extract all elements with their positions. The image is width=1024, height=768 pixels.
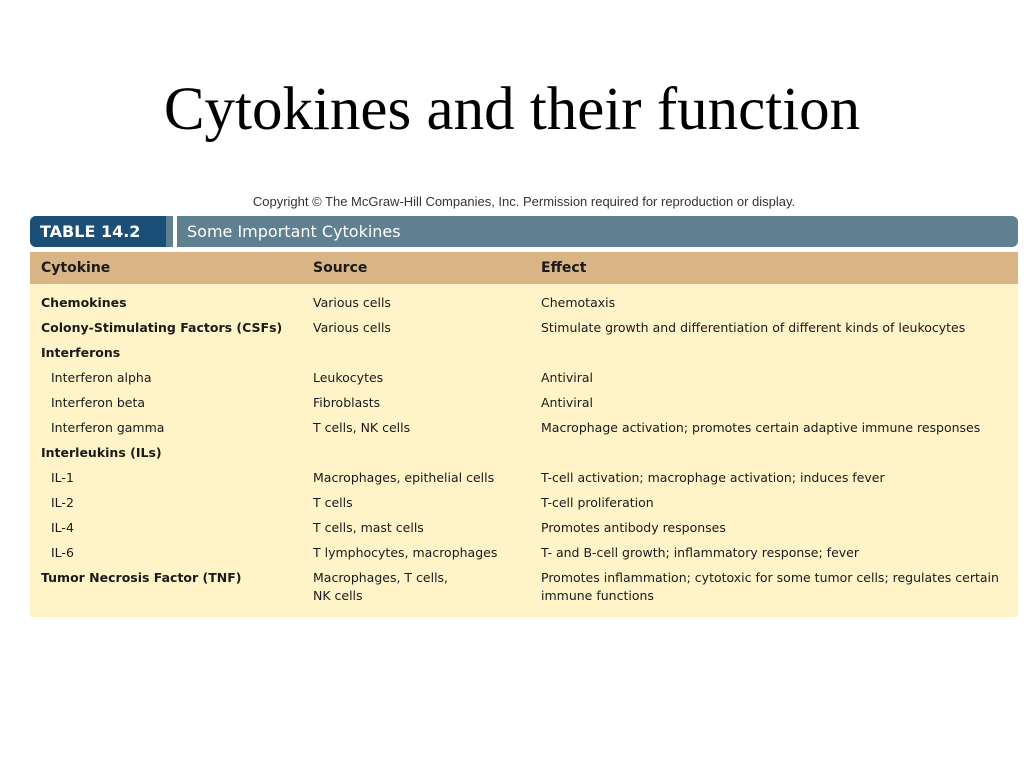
- cytokine-cell: Interferon gamma: [51, 420, 165, 435]
- cytokine-table: [30, 216, 1018, 617]
- effect-cell: Promotes inflammation; cytotoxic for some tumor cells; regulates certain immune functions: [541, 570, 999, 603]
- cytokine-cell: IL-2: [51, 495, 74, 510]
- source-cell: Various cells: [313, 320, 391, 335]
- table-row: [30, 516, 1018, 541]
- table-row: [30, 541, 1018, 566]
- source-cell: Various cells: [313, 295, 391, 310]
- table-row: [30, 491, 1018, 516]
- column-header-cytokine: Cytokine: [41, 260, 111, 276]
- effect-cell: T-cell proliferation: [541, 495, 654, 510]
- column-header-effect: Effect: [541, 260, 587, 276]
- table-row: [30, 441, 1018, 466]
- source-cell: Macrophages, T cells, NK cells: [313, 570, 449, 603]
- effect-cell: Promotes antibody responses: [541, 520, 726, 535]
- table-caption: Some Important Cytokines: [173, 216, 401, 247]
- table-banner: [30, 216, 1018, 247]
- table-row: [30, 291, 1018, 316]
- source-cell: [313, 444, 541, 462]
- cytokine-cell: Interferon beta: [51, 395, 146, 410]
- effect-cell: Stimulate growth and differentiation of different kinds of leukocytes: [541, 320, 966, 335]
- source-cell: Macrophages, epithelial cells: [313, 470, 495, 485]
- effect-cell: Chemotaxis: [541, 295, 616, 310]
- copyright-notice: Copyright © The McGraw-Hill Companies, Inc. Permission required for reproduction or display.: [252, 194, 796, 209]
- table-number: TABLE 14.2: [30, 216, 166, 247]
- slide-title: Cytokines and their function: [163, 76, 861, 143]
- effect-cell: [541, 344, 1011, 362]
- table-rows: [30, 284, 1018, 609]
- effect-cell: Macrophage activation; promotes certain adaptive immune responses: [541, 420, 981, 435]
- column-header-source: Source: [313, 260, 368, 276]
- table-row: [30, 466, 1018, 491]
- cytokine-cell: IL-4: [51, 520, 74, 535]
- table-header-row: [30, 252, 1018, 284]
- table-row: [30, 316, 1018, 341]
- source-cell: T cells, mast cells: [313, 520, 424, 535]
- source-cell: Fibroblasts: [313, 395, 381, 410]
- cytokine-cell: Interferon alpha: [51, 370, 152, 385]
- effect-cell: [541, 444, 1011, 462]
- cytokine-cell: Colony-Stimulating Factors (CSFs): [41, 320, 283, 335]
- source-cell: T cells, NK cells: [313, 420, 411, 435]
- table-row: [30, 416, 1018, 441]
- source-cell: T lymphocytes, macrophages: [313, 545, 498, 560]
- cytokine-cell: Chemokines: [41, 295, 127, 310]
- effect-cell: Antiviral: [541, 395, 593, 410]
- table-row: [30, 366, 1018, 391]
- effect-cell: Antiviral: [541, 370, 593, 385]
- source-cell: T cells: [313, 495, 353, 510]
- table-row: [30, 341, 1018, 366]
- cytokine-cell: IL-6: [51, 545, 74, 560]
- cytokine-cell: Interferons: [41, 345, 121, 360]
- effect-cell: T-cell activation; macrophage activation; induces fever: [541, 470, 885, 485]
- table-row: [30, 391, 1018, 416]
- source-cell: [313, 344, 541, 362]
- table-row: [30, 566, 1018, 609]
- cytokine-cell: Interleukins (ILs): [41, 445, 162, 460]
- table-body: [30, 252, 1018, 617]
- effect-cell: T- and B-cell growth; inflammatory response; fever: [541, 545, 859, 560]
- source-cell: Leukocytes: [313, 370, 384, 385]
- cytokine-cell: IL-1: [51, 470, 74, 485]
- cytokine-cell: Tumor Necrosis Factor (TNF): [41, 570, 242, 585]
